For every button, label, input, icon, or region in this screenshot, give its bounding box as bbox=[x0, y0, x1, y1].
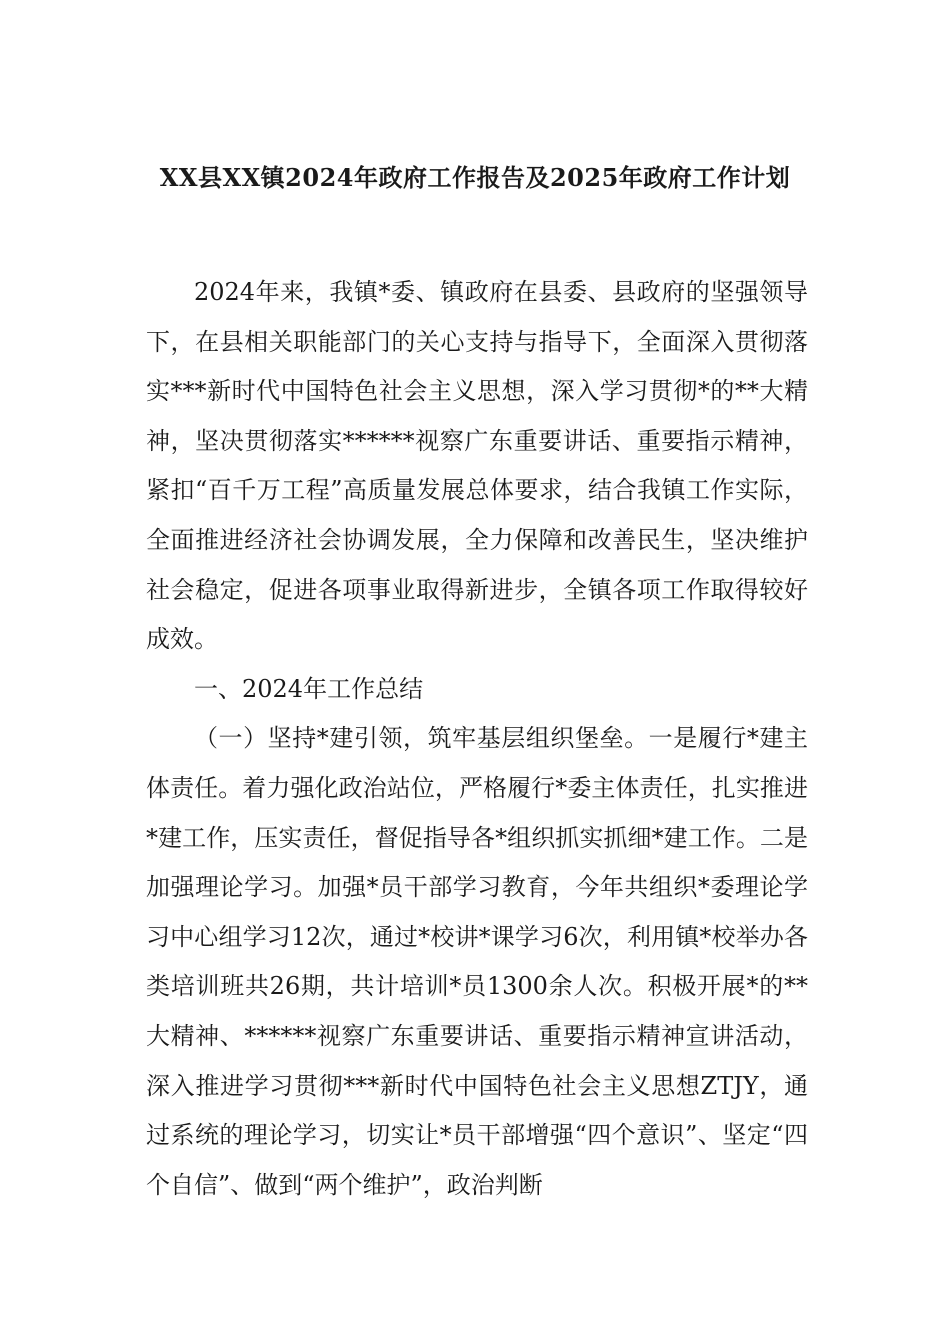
intro-paragraph: 2024年来，我镇*委、镇政府在县委、县政府的坚强领导下，在县相关职能部门的关心支持与指导下，全面深入贯彻落实***新时代中国特色社会主义思想，深入学习贯彻*的**大精神，坚决贯彻落实******视察广东重要讲话、重要指示精神，紧扣“百千万工程”高质量发展总体要求，结合我镇工作实际，全面推进经济社会协调发展，全力保障和改善民生，坚决维护社会稳定，促进各项事业取得新进步，全镇各项工作取得较好成效。 bbox=[146, 278, 808, 654]
document-body bbox=[146, 268, 808, 1210]
document-title: XX县XX镇2024年政府工作报告及2025年政府工作计划 bbox=[159, 163, 791, 192]
section-heading: 一、2024年工作总结 bbox=[194, 674, 424, 703]
subsection-paragraph: （一）坚持*建引领，筑牢基层组织堡垒。一是履行*建主体责任。着力强化政治站位，严格履行*委主体责任，扎实推进*建工作，压实责任，督促指导各*组织抓实抓细*建工作。二是加强理论学习。加强*员干部学习教育，今年共组织*委理论学习中心组学习12次，通过*校讲*课学习6次，利用镇*校举办各类培训班共26期，共计培训*员1300余人次。积极开展*的**大精神、******视察广东重要讲话、重要指示精神宣讲活动，深入推进学习贯彻***新时代中国特色社会主义思想ZTJY，通过系统的理论学习，切实让*员干部增强“四个意识”、坚定“四个自信”、做到“两个维护”，政治判断 bbox=[146, 724, 808, 1199]
